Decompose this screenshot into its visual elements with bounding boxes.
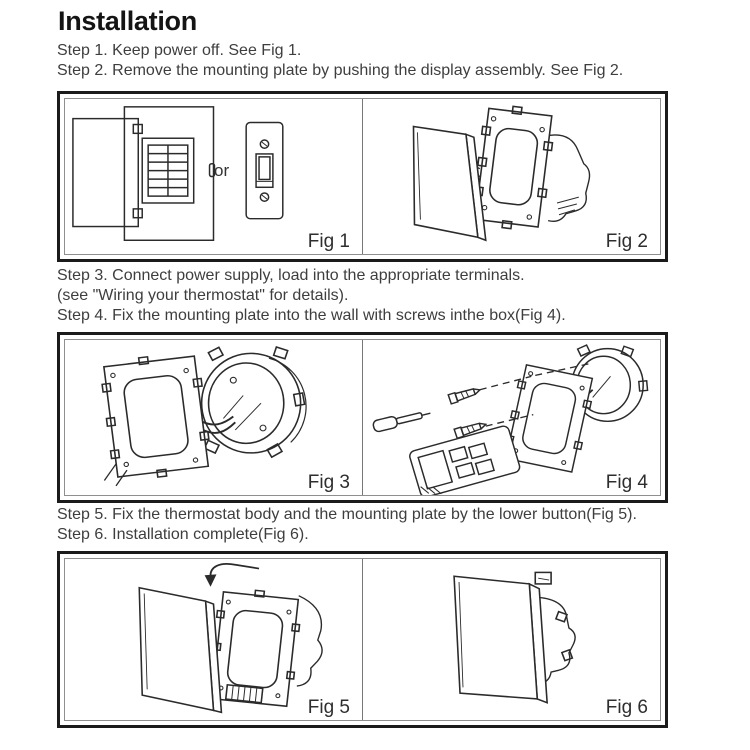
figure-box-3 <box>57 551 668 728</box>
figure-cell-fig1 <box>65 99 363 254</box>
figure-box-1-inner <box>64 98 661 255</box>
figure-cell-fig3 <box>65 340 363 495</box>
fig3-label: Fig 3 <box>307 472 350 493</box>
or-label: or <box>214 161 230 180</box>
figure-box-1 <box>57 91 668 262</box>
step-line-2: Step 2. Remove the mounting plate by pushing the display assembly. See Fig 2. <box>57 62 624 79</box>
figure-cell-fig4 <box>363 340 660 495</box>
steps-block-1-2 <box>57 41 623 81</box>
figure-cell-fig5 <box>65 559 363 720</box>
step-line-3: Step 3. Connect power supply, load into the appropriate terminals. <box>57 267 525 284</box>
page-title: Installation <box>58 6 197 36</box>
step-line-3b: (see "Wiring your thermostat" for details). <box>57 287 349 304</box>
fig1-label: Fig 1 <box>307 231 350 252</box>
step-line-4: Step 4. Fix the mounting plate into the wall with screws inthe box(Fig 4). <box>57 307 566 324</box>
figure-box-2-inner <box>64 339 661 496</box>
figure-box-3-inner <box>64 558 661 721</box>
figure-cell-fig2 <box>363 99 660 254</box>
step-line-1: Step 1. Keep power off. See Fig 1. <box>57 42 302 59</box>
figure-cell-fig6 <box>363 559 660 720</box>
fig5-label: Fig 5 <box>307 697 350 718</box>
figure-box-2 <box>57 332 668 503</box>
attach-body-illustration <box>65 559 362 720</box>
step-line-6: Step 6. Installation complete(Fig 6). <box>57 526 309 543</box>
steps-block-3-4 <box>57 266 566 326</box>
fig4-label: Fig 4 <box>605 472 648 493</box>
installed-thermostat-illustration <box>363 559 660 720</box>
step-line-5: Step 5. Fix the thermostat body and the mounting plate by the lower button(Fig 5). <box>57 506 637 523</box>
steps-block-5-6 <box>57 505 637 545</box>
fig6-label: Fig 6 <box>605 697 648 718</box>
fig2-label: Fig 2 <box>605 231 648 252</box>
